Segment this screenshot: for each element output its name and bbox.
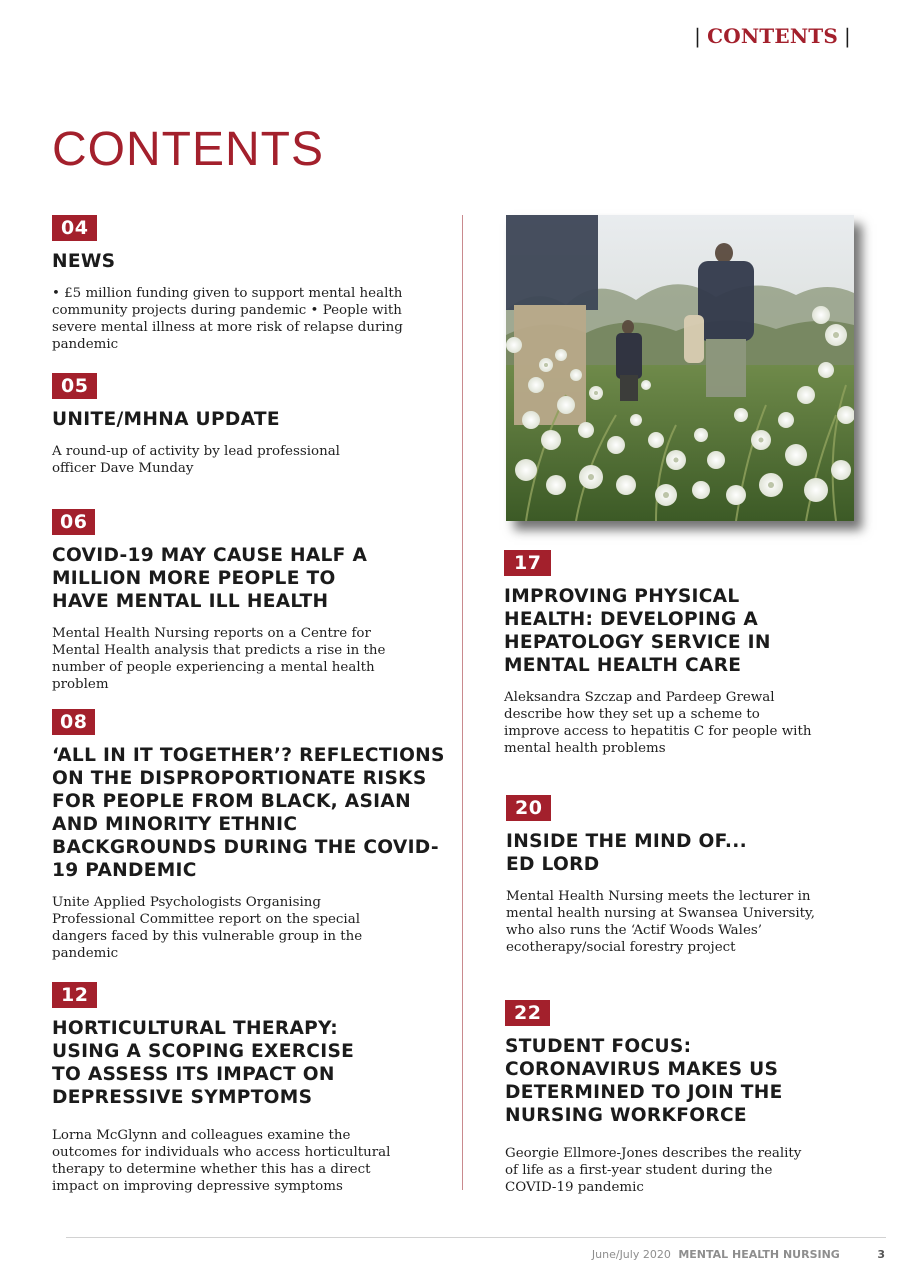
entry-description: Unite Applied Psychologists Organising Professional Committee report on the special dangers faced by this vulnerable group in the pandemic [52, 895, 363, 961]
column-divider [462, 215, 463, 1190]
entry-description: Georgie Ellmore-Jones describes the reality of life as a first-year student during the COVID-19 pandemic [505, 1146, 802, 1195]
entry-title: STUDENT FOCUS: CORONAVIRUS MAKES US DETERMINED TO JOIN THE NURSING WORKFORCE [505, 1036, 783, 1126]
footer-magazine-title: MENTAL HEALTH NURSING [678, 1248, 840, 1261]
entry-title: COVID-19 MAY CAUSE HALF A MILLION MORE PEOPLE TO HAVE MENTAL ILL HEALTH [52, 545, 368, 612]
entry-title: INSIDE THE MIND OF... ED LORD [506, 831, 747, 875]
entry-description: • £5 million funding given to support mental health community projects during pandemic • People with severe mental illness at more risk of relapse during pandemic [52, 286, 403, 352]
contents-entry-unite-update[interactable] [52, 373, 432, 477]
page-title: CONTENTS [52, 123, 324, 176]
footer-page-number: 3 [877, 1248, 885, 1261]
entry-description: Lorna McGlynn and colleagues examine the outcomes for individuals who access horticultural therapy to determine whether this has a direct impact on improving depressive symptoms [52, 1128, 391, 1194]
running-head [688, 24, 857, 48]
entry-description: A round-up of activity by lead professional officer Dave Munday [52, 444, 340, 476]
footer-rule [66, 1237, 886, 1238]
page-number-badge: 08 [52, 709, 95, 735]
contents-entry-inside-the-mind-of[interactable] [506, 795, 866, 956]
contents-entry-all-in-it-together[interactable] [52, 709, 447, 962]
contents-entry-news[interactable] [52, 215, 432, 353]
entry-title: IMPROVING PHYSICAL HEALTH: DEVELOPING A HEPATOLOGY SERVICE IN MENTAL HEALTH CARE [504, 586, 771, 676]
page-number-badge: 06 [52, 509, 95, 535]
page-number-badge: 05 [52, 373, 97, 399]
meadow-photo-illustration [506, 215, 854, 521]
entry-description: Mental Health Nursing meets the lecturer in mental health nursing at Swansea University, who also runs the ‘Actif Woods Wales’ ecotherapy/social forestry project [506, 889, 816, 955]
running-head-bar-right: | [844, 24, 851, 48]
page-number-badge: 17 [504, 550, 551, 576]
entry-title: NEWS [52, 251, 116, 272]
entry-title: ‘ALL IN IT TOGETHER’? REFLECTIONS ON THE DISPROPORTIONATE RISKS FOR PEOPLE FROM BLACK, ASIAN AND MINORITY ETHNIC BACKGROUNDS DURING THE COVID-19 PANDEMIC [52, 745, 445, 881]
contents-entry-horticultural-therapy[interactable] [52, 982, 391, 1195]
entry-title: HORTICULTURAL THERAPY: USING A SCOPING EXERCISE TO ASSESS ITS IMPACT ON DEPRESSIVE SYMPTOMS [52, 1018, 355, 1108]
running-head-bar-left: | [694, 24, 702, 48]
entry-description: Mental Health Nursing reports on a Centre for Mental Health analysis that predicts a rise in the number of people experiencing a mental health problem [52, 626, 386, 692]
feature-photo-people-in-meadow [506, 215, 854, 521]
page-number-badge: 12 [52, 982, 97, 1008]
running-head-label: CONTENTS [707, 24, 839, 48]
contents-entry-student-focus[interactable] [505, 1000, 865, 1196]
page-number-badge: 04 [52, 215, 97, 241]
entry-description: Aleksandra Szczap and Pardeep Grewal describe how they set up a scheme to improve access to hepatitis C for people with mental health problems [504, 690, 812, 756]
contents-entry-covid-mental-ill-health[interactable] [52, 509, 386, 693]
page-footer [592, 1248, 885, 1261]
entry-title: UNITE/MHNA UPDATE [52, 409, 280, 430]
contents-entry-hepatology-service[interactable] [504, 550, 864, 757]
page-number-badge: 22 [505, 1000, 550, 1026]
page-number-badge: 20 [506, 795, 551, 821]
footer-issue-date: June/July 2020 [591, 1248, 671, 1261]
